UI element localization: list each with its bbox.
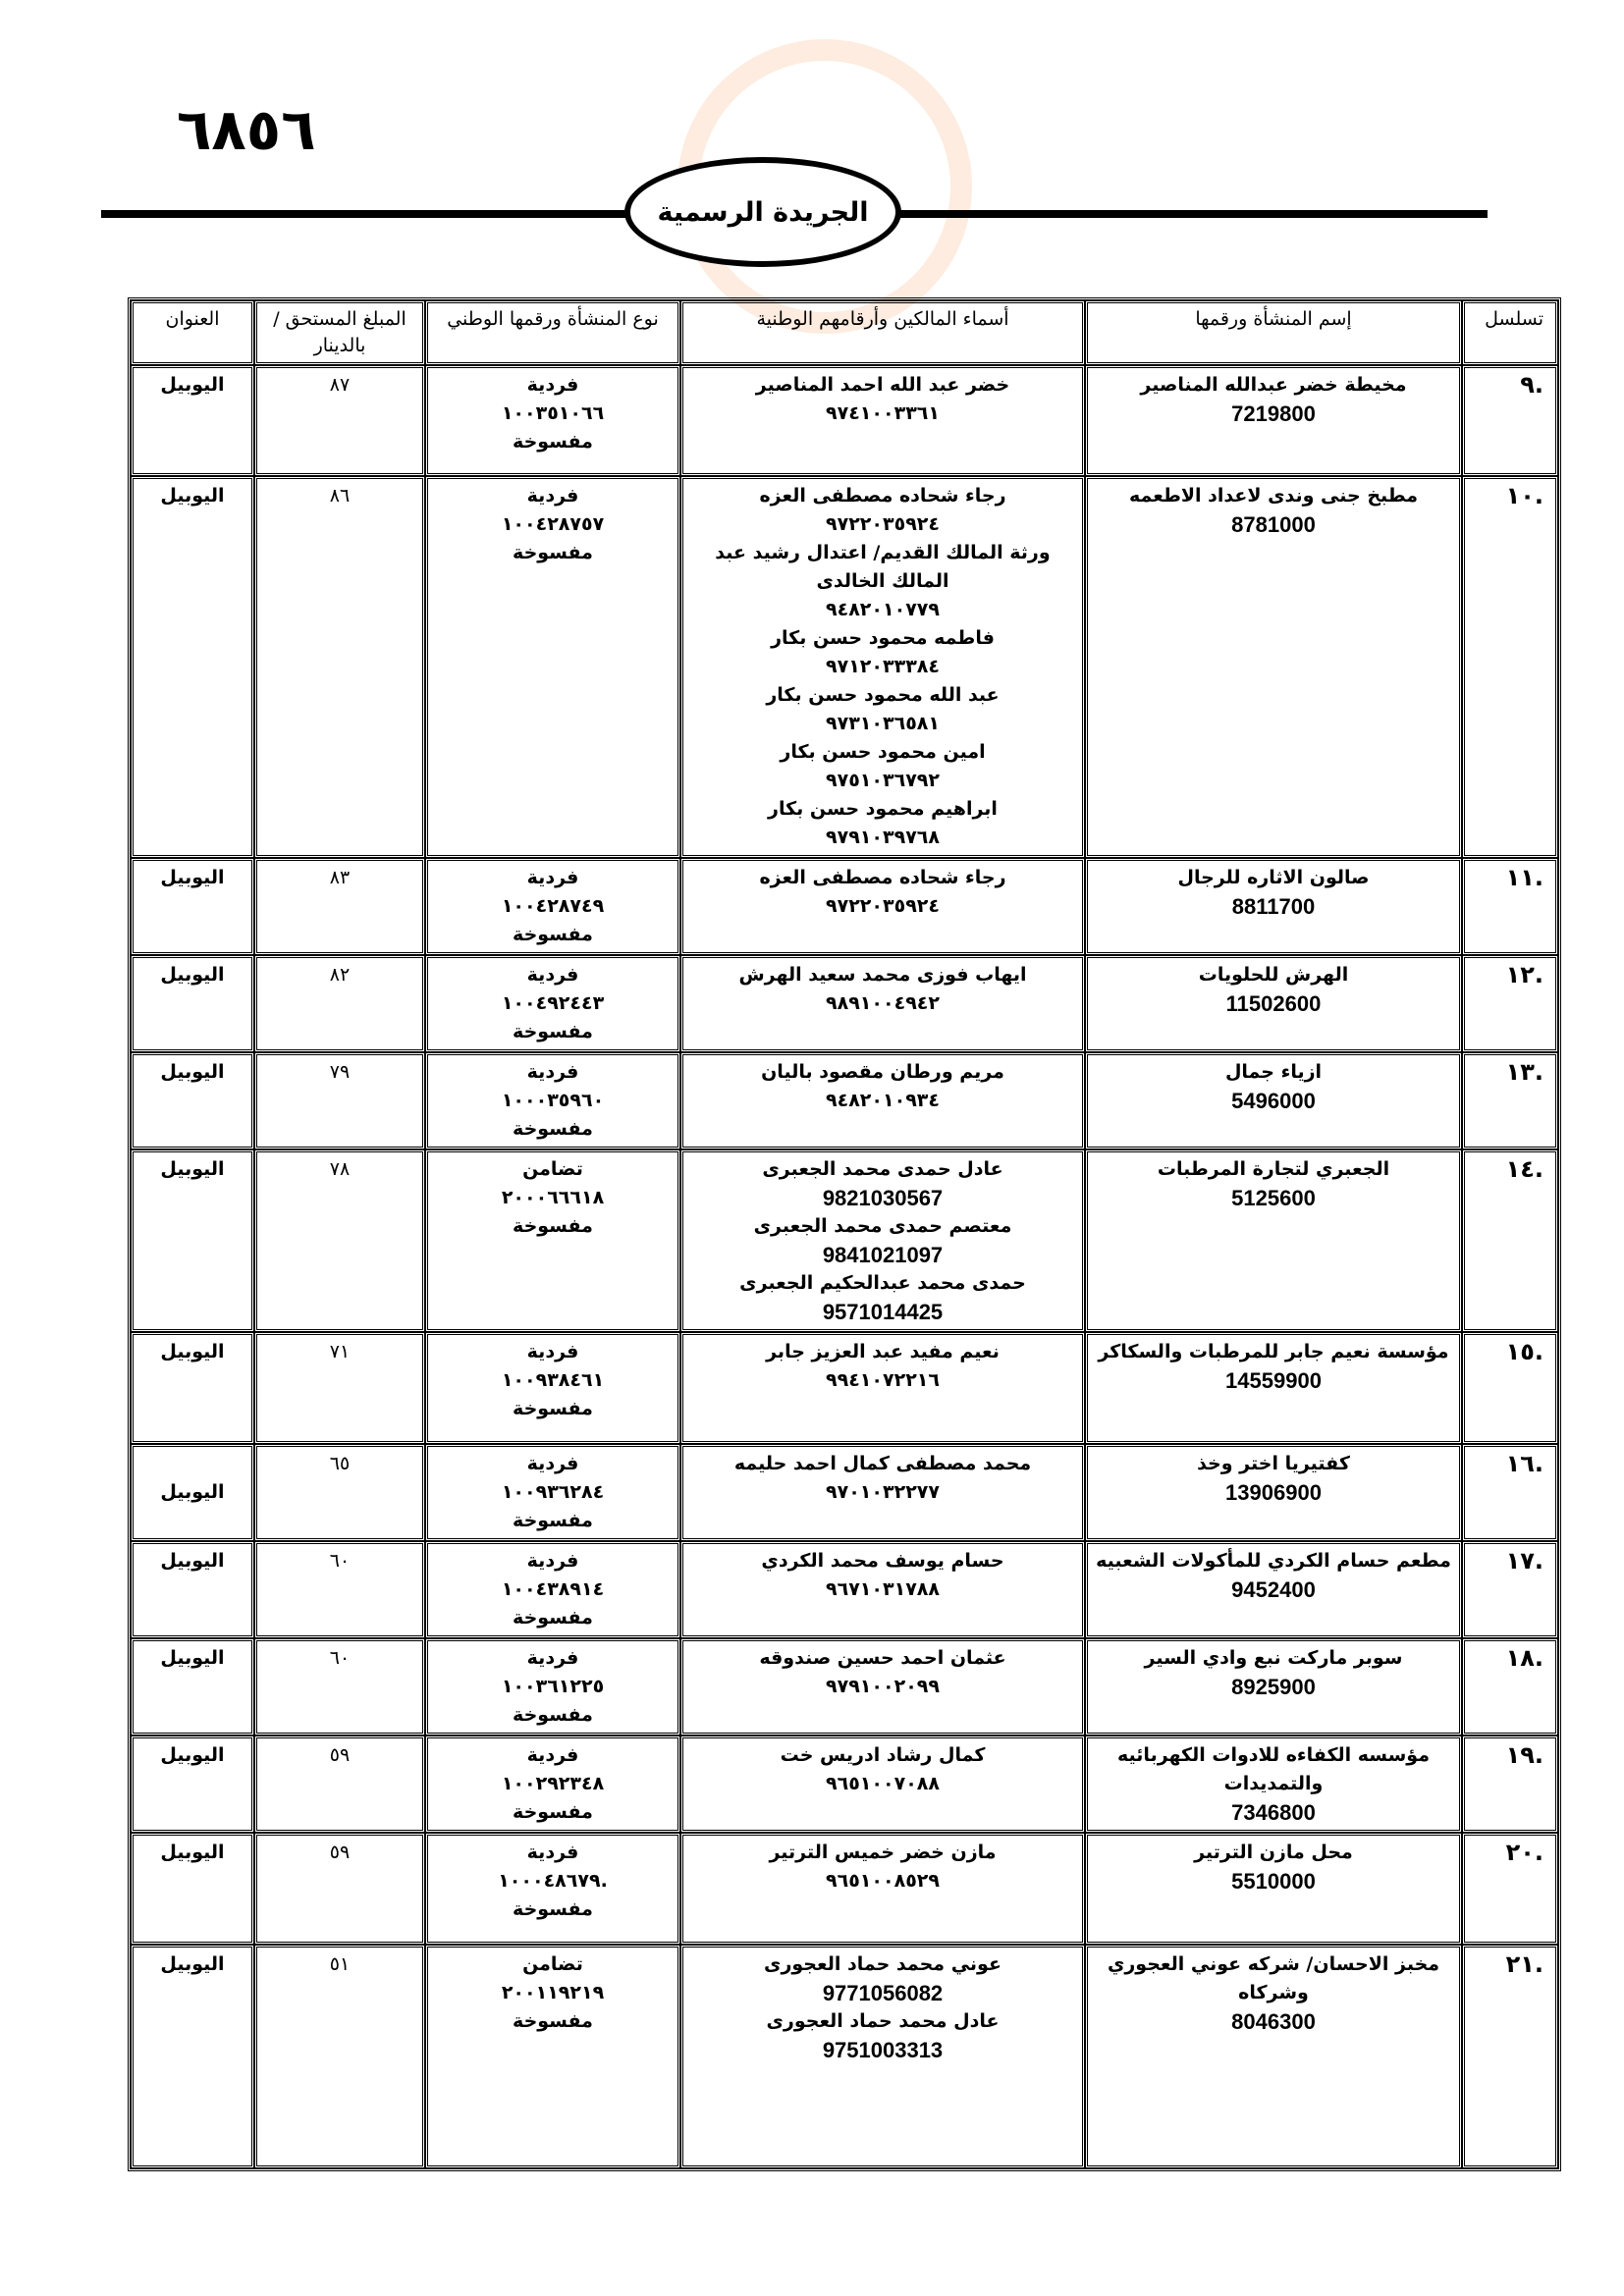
serial-cell: .٢١: [1462, 1945, 1558, 2168]
table-row: [131, 1149, 1558, 1332]
establishment-name-cell-line: مطبخ جنى وندى لاعداد الاطعمه: [1128, 485, 1419, 507]
establishment-name-cell-line: ازياء جمال: [1224, 1061, 1323, 1083]
type-cell: [425, 1833, 680, 1945]
amount-cell: ٥٩: [254, 1833, 425, 1945]
amount-cell: ٧٨: [254, 1149, 425, 1332]
table-row: [131, 1638, 1558, 1735]
type-cell-line: فردية: [526, 1842, 579, 1863]
type-cell-line: فردية: [526, 374, 579, 396]
address-cell: اليوبيل: [131, 476, 254, 858]
col-name: إسم المنشأة ورقمها: [1085, 300, 1462, 365]
type-cell-line: ١٠٠٩٣٨٤٦١: [501, 1369, 605, 1391]
owners-cell-line: 9571014425: [822, 1300, 944, 1324]
type-cell-line: فردية: [526, 964, 579, 986]
establishment-name-cell-line: سوبر ماركت نبع وادي السير: [1144, 1647, 1403, 1669]
type-cell-line: مفسوخة: [513, 1704, 593, 1726]
type-cell-line: فردية: [526, 867, 579, 888]
type-cell-line: مفسوخة: [513, 1398, 593, 1419]
type-cell: [425, 1444, 680, 1541]
type-cell-line: فردية: [526, 1647, 579, 1669]
establishment-name-cell: [1085, 1541, 1462, 1638]
owners-cell-line: ايهاب فوزى محمد سعيد الهرش: [738, 964, 1027, 986]
owners-cell: [680, 365, 1085, 476]
type-cell-line: مفسوخة: [513, 1510, 593, 1531]
type-cell-line: فردية: [526, 1550, 579, 1572]
owners-cell-line: مازن خضر خميس الترتير: [769, 1842, 997, 1863]
type-cell-line: ١٠٠٤٩٢٤٤٣: [501, 992, 605, 1014]
owners-cell: [680, 1945, 1085, 2168]
owners-cell-line: مريم ورطان مقصود باليان: [761, 1061, 1004, 1083]
owners-cell-line: عوني محمد حماد العجورى: [764, 1953, 1001, 1975]
amount-cell: ٨٢: [254, 955, 425, 1052]
owners-cell-line: ٩٤٨٢٠١٠٩٣٤: [826, 1090, 940, 1111]
gazette-title: الجريدة الرسمية: [657, 196, 869, 228]
type-cell: [425, 1149, 680, 1332]
type-cell-line: ١٠٠٣٥١٠٦٦: [501, 402, 605, 424]
col-address: العنوان: [131, 300, 254, 365]
establishment-name-cell-line: 7346800: [1231, 1800, 1316, 1825]
owners-cell-line: ٩٧٠١٠٣٢٢٧٧: [826, 1481, 940, 1503]
owners-cell-line: امين محمود حسن بكار: [780, 741, 986, 763]
establishment-name-cell: [1085, 1638, 1462, 1735]
establishment-name-cell-line: 5496000: [1231, 1089, 1316, 1113]
owners-cell-line: ٩٧١٢٠٣٣٣٨٤: [826, 656, 940, 677]
page-number: ٦٨٥٦: [177, 96, 316, 163]
table-row: [131, 1945, 1558, 2168]
establishment-name-cell: [1085, 1444, 1462, 1541]
owners-cell-line: ٩٧٣١٠٣٦٥٨١: [826, 713, 940, 734]
header-oval: [624, 157, 901, 267]
type-cell-line: مفسوخة: [513, 1215, 593, 1237]
owners-cell-line: فاطمه محمود حسن بكار: [771, 627, 995, 649]
address-cell: اليوبيل: [131, 858, 254, 955]
owners-cell: [680, 1735, 1085, 1833]
owners-cell: [680, 955, 1085, 1052]
type-cell: [425, 955, 680, 1052]
address-cell: اليوبيل: [131, 1332, 254, 1444]
establishment-name-cell-line: 8925900: [1231, 1675, 1316, 1699]
owners-cell-line: عبد الله محمود حسن بكار: [766, 684, 1000, 706]
owners-cell-line: 9771056082: [822, 1981, 944, 2005]
owners-cell-line: رجاء شحاده مصطفى العزه: [759, 867, 1006, 888]
owners-cell-line: معتصم حمدى محمد الجعبرى: [753, 1215, 1012, 1237]
establishment-name-cell: [1085, 858, 1462, 955]
owners-cell-line: عادل حمدى محمد الجعبرى: [762, 1158, 1003, 1180]
table-row: [131, 1735, 1558, 1833]
amount-cell: ٧١: [254, 1332, 425, 1444]
type-cell-line: ١٠٠٢٩٢٣٤٨: [501, 1773, 605, 1794]
table-row: [131, 1332, 1558, 1444]
establishment-name-cell-line: 11502600: [1225, 991, 1322, 1016]
owners-cell-line: ٩٤٨٢٠١٠٧٧٩: [826, 599, 940, 620]
amount-cell: ٦٠: [254, 1638, 425, 1735]
owners-cell-line: ٩٦٥١٠٠٧٠٨٨: [826, 1773, 940, 1794]
type-cell: [425, 476, 680, 858]
owners-cell: [680, 1052, 1085, 1149]
table-row: [131, 476, 1558, 858]
type-cell: [425, 1945, 680, 2168]
owners-cell: [680, 858, 1085, 955]
type-cell: [425, 1735, 680, 1833]
table-header-row: [131, 300, 1558, 365]
type-cell: [425, 1332, 680, 1444]
col-amount: المبلغ المستحق /بالدينار: [254, 300, 425, 365]
address-cell: اليوبيل: [131, 1945, 254, 2168]
type-cell-line: ١٠٠٤٣٨٩١٤: [501, 1578, 605, 1600]
establishment-name-cell-line: مخبز الاحسان/ شركه عوني العجوري وشركاه: [1107, 1953, 1440, 2003]
owners-cell-line: ٩٧٥١٠٣٦٧٩٢: [826, 770, 940, 791]
owners-cell-line: ٩٧٢٢٠٣٥٩٢٤: [826, 895, 940, 917]
owners-cell-line: ورثة المالك القديم/ اعتدال رشيد عبد المالك الخالدى: [715, 542, 1051, 592]
serial-cell: .٢٠: [1462, 1833, 1558, 1945]
address-cell: اليوبيل: [131, 1833, 254, 1945]
serial-cell: .١٠: [1462, 476, 1558, 858]
col-serial: تسلسل: [1462, 300, 1558, 365]
owners-cell-line: 9821030567: [822, 1186, 944, 1210]
amount-cell: ٧٩: [254, 1052, 425, 1149]
establishment-name-cell: [1085, 476, 1462, 858]
owners-cell: [680, 476, 1085, 858]
table-row: [131, 955, 1558, 1052]
type-cell-line: ١٠٠٤٢٨٧٥٧: [501, 513, 605, 535]
owners-cell-line: عثمان احمد حسين صندوقه: [759, 1647, 1006, 1669]
amount-cell: ٨٣: [254, 858, 425, 955]
serial-cell: .١١: [1462, 858, 1558, 955]
establishment-name-cell: [1085, 955, 1462, 1052]
address-cell: اليوبيل: [131, 1052, 254, 1149]
type-cell-line: مفسوخة: [513, 431, 593, 453]
establishment-name-cell-line: مؤسسه الكفاءه للادوات الكهربائيه والتمديدات: [1117, 1744, 1430, 1794]
type-cell-line: ٢٠٠٠٦٦٦١٨: [501, 1187, 605, 1208]
owners-cell-line: نعيم مفيد عبد العزيز جابر: [766, 1341, 1000, 1362]
owners-cell-line: ٩٩٤١٠٧٢٢١٦: [826, 1369, 940, 1391]
address-cell: اليوبيل: [131, 1541, 254, 1638]
establishment-name-cell-line: مؤسسة نعيم جابر للمرطبات والسكاكر: [1098, 1341, 1449, 1362]
serial-cell: .١٢: [1462, 955, 1558, 1052]
establishment-name-cell-line: الهرش للحلويات: [1198, 964, 1349, 986]
owners-cell-line: ٩٧٩١٠٣٩٧٦٨: [826, 827, 940, 848]
type-cell-line: ١٠٠٤٢٨٧٤٩: [501, 895, 605, 917]
type-cell-line: مفسوخة: [513, 1801, 593, 1823]
serial-cell: .١٤: [1462, 1149, 1558, 1332]
type-cell-line: فردية: [526, 485, 579, 507]
establishment-name-cell-line: 5125600: [1231, 1186, 1316, 1210]
address-cell: اليوبيل: [131, 365, 254, 476]
type-cell-line: مفسوخة: [513, 1898, 593, 1920]
type-cell-line: مفسوخة: [513, 542, 593, 563]
address-cell: اليوبيل: [131, 1444, 254, 1541]
serial-cell: .١٣: [1462, 1052, 1558, 1149]
type-cell-line: مفسوخة: [513, 1607, 593, 1629]
establishment-name-cell-line: 8781000: [1231, 512, 1316, 537]
type-cell-line: ١٠٠٠٣٥٩٦٠: [501, 1090, 605, 1111]
type-cell: [425, 858, 680, 955]
establishments-table: [128, 297, 1561, 2171]
amount-cell: ٨٦: [254, 476, 425, 858]
amount-cell: ٨٧: [254, 365, 425, 476]
establishment-name-cell-line: 7219800: [1231, 401, 1316, 426]
establishment-name-cell: [1085, 1945, 1462, 2168]
owners-cell-line: رجاء شحاده مصطفى العزه: [759, 485, 1006, 507]
establishment-name-cell: [1085, 1833, 1462, 1945]
type-cell: [425, 1638, 680, 1735]
amount-cell: ٥٩: [254, 1735, 425, 1833]
serial-cell: .١٩: [1462, 1735, 1558, 1833]
owners-cell-line: حسام يوسف محمد الكردي: [761, 1550, 1004, 1572]
type-cell-line: ٢٠٠١١٩٢١٩: [501, 1982, 605, 2003]
serial-cell: .١٧: [1462, 1541, 1558, 1638]
owners-cell: [680, 1149, 1085, 1332]
owners-cell-line: 9841021097: [822, 1243, 944, 1267]
establishment-name-cell-line: مطعم حسام الكردي للمأكولات الشعبيه: [1096, 1550, 1451, 1572]
type-cell-line: مفسوخة: [513, 924, 593, 945]
establishment-name-cell: [1085, 365, 1462, 476]
type-cell-line: ١٠٠٣٦١٢٢٥: [501, 1676, 605, 1697]
type-cell-line: مفسوخة: [513, 1118, 593, 1140]
type-cell: [425, 1052, 680, 1149]
establishment-name-cell-line: محل مازن الترتير: [1194, 1842, 1353, 1863]
serial-cell: .٩: [1462, 365, 1558, 476]
owners-cell-line: ابراهيم محمود حسن بكار: [768, 798, 998, 820]
type-cell-line: فردية: [526, 1453, 579, 1474]
owners-cell-line: ٩٨٩١٠٠٤٩٤٢: [826, 992, 940, 1014]
type-cell-line: ١٠٠٩٣٦٢٨٤: [501, 1481, 605, 1503]
owners-cell-line: ٩٦٧١٠٣١٧٨٨: [826, 1578, 940, 1600]
type-cell-line: .١٠٠٠٤٨٦٧٩: [498, 1870, 608, 1892]
establishment-name-cell-line: 8046300: [1231, 2009, 1316, 2034]
type-cell: [425, 365, 680, 476]
establishment-name-cell-line: 14559900: [1225, 1368, 1322, 1393]
address-cell: اليوبيل: [131, 1149, 254, 1332]
owners-cell: [680, 1444, 1085, 1541]
owners-cell-line: ٩٦٥١٠٠٨٥٢٩: [826, 1870, 940, 1892]
col-owners: أسماء المالكين وأرقامهم الوطنية: [680, 300, 1085, 365]
establishment-name-cell-line: كفتيريا اختر وخذ: [1197, 1453, 1350, 1474]
owners-cell-line: خضر عبد الله احمد المناصير: [755, 374, 1010, 396]
owners-cell-line: ٩٧٢٢٠٣٥٩٢٤: [826, 513, 940, 535]
establishment-name-cell: [1085, 1735, 1462, 1833]
table-row: [131, 1444, 1558, 1541]
owners-cell-line: حمدى محمد عبدالحكيم الجعبرى: [739, 1272, 1026, 1294]
owners-cell-line: محمد مصطفى كمال احمد حليمه: [733, 1453, 1032, 1474]
amount-cell: ٦٠: [254, 1541, 425, 1638]
establishment-name-cell-line: صالون الاثاره للرجال: [1177, 867, 1370, 888]
establishment-name-cell: [1085, 1052, 1462, 1149]
table-row: [131, 1541, 1558, 1638]
type-cell-line: تضامن: [522, 1953, 583, 1975]
type-cell-line: مفسوخة: [513, 1021, 593, 1042]
type-cell-line: فردية: [526, 1061, 579, 1083]
establishment-name-cell-line: الجعبري لتجارة المرطبات: [1157, 1158, 1390, 1180]
establishment-name-cell-line: 5510000: [1231, 1869, 1316, 1894]
type-cell-line: فردية: [526, 1341, 579, 1362]
owners-cell-line: كمال رشاد ادريس خت: [780, 1744, 986, 1766]
owners-cell-line: 9751003313: [822, 2038, 944, 2062]
owners-cell-line: عادل محمد حماد العجورى: [766, 2010, 1000, 2032]
serial-cell: .١٨: [1462, 1638, 1558, 1735]
table-row: [131, 1052, 1558, 1149]
owners-cell: [680, 1638, 1085, 1735]
address-cell: اليوبيل: [131, 1638, 254, 1735]
establishment-name-cell-line: مخيطة خضر عبدالله المناصير: [1140, 374, 1407, 396]
table-row: [131, 1833, 1558, 1945]
owners-cell: [680, 1833, 1085, 1945]
address-cell: اليوبيل: [131, 1735, 254, 1833]
owners-cell-line: ٩٧٤١٠٠٣٣٦١: [826, 402, 940, 424]
owners-cell: [680, 1541, 1085, 1638]
address-cell: اليوبيل: [131, 955, 254, 1052]
type-cell-line: تضامن: [522, 1158, 583, 1180]
owners-cell: [680, 1332, 1085, 1444]
serial-cell: .١٦: [1462, 1444, 1558, 1541]
establishment-name-cell-line: 13906900: [1225, 1480, 1322, 1505]
amount-cell: ٥١: [254, 1945, 425, 2168]
col-type: نوع المنشأة ورقمها الوطني: [425, 300, 680, 365]
establishment-name-cell-line: 8811700: [1231, 894, 1316, 919]
type-cell: [425, 1541, 680, 1638]
amount-cell: ٦٥: [254, 1444, 425, 1541]
serial-cell: .١٥: [1462, 1332, 1558, 1444]
table-row: [131, 365, 1558, 476]
type-cell-line: فردية: [526, 1744, 579, 1766]
establishment-name-cell-line: 9452400: [1231, 1577, 1316, 1602]
establishment-name-cell: [1085, 1149, 1462, 1332]
owners-cell-line: ٩٧٩١٠٠٢٠٩٩: [826, 1676, 940, 1697]
table-row: [131, 858, 1558, 955]
type-cell-line: مفسوخة: [513, 2010, 593, 2032]
establishment-name-cell: [1085, 1332, 1462, 1444]
